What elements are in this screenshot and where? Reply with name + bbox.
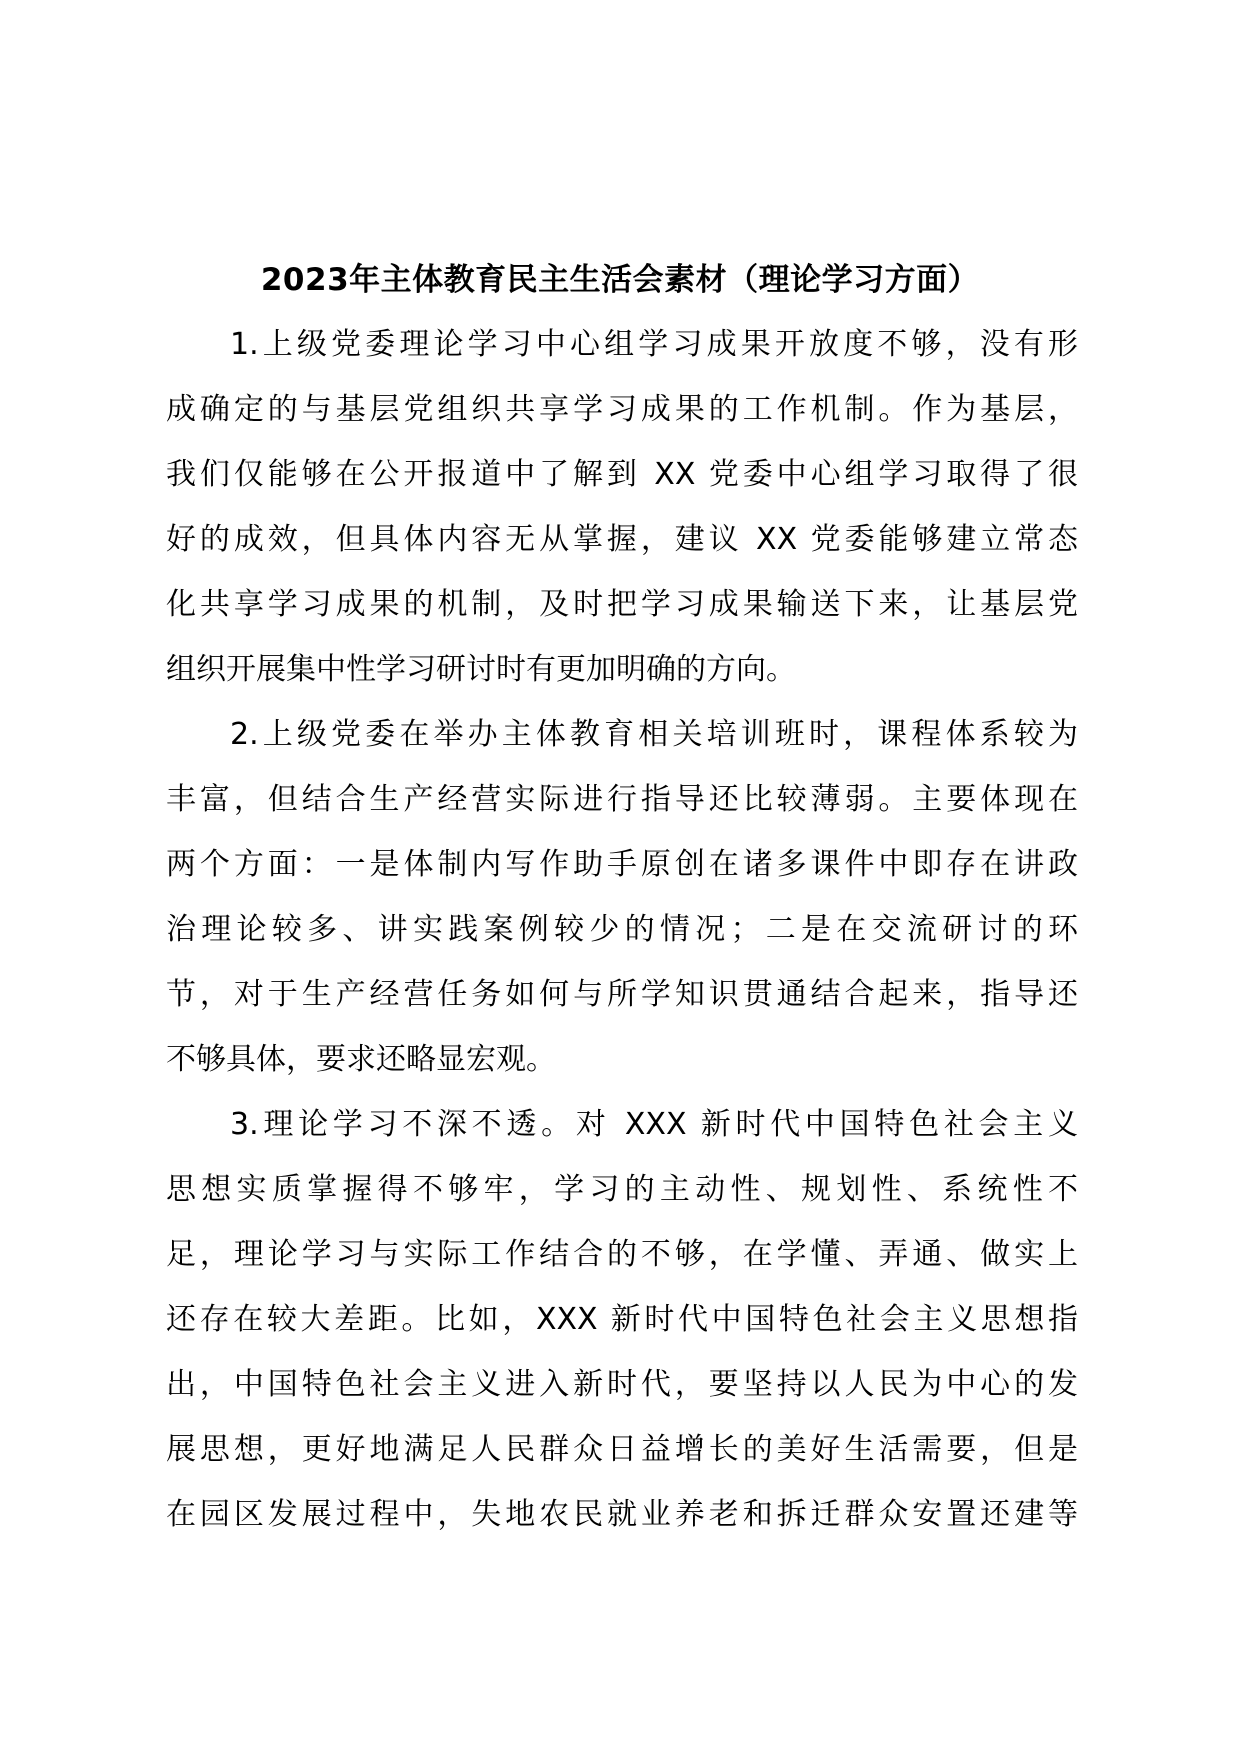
paragraph-line: 思想实质掌握得不够牢，学习的主动性、规划性、系统性不 bbox=[166, 1172, 1078, 1207]
paragraph-3 bbox=[166, 1092, 1078, 1547]
paragraph-line: 好的成效，但具体内容无从掌握，建议 XX 党委能够建立常态 bbox=[166, 522, 1078, 557]
paragraph-line: 不够具体，要求还略显宏观。 bbox=[166, 1042, 556, 1077]
paragraph-line: 2.上级党委在举办主体教育相关培训班时，课程体系较为 bbox=[230, 717, 1078, 752]
paragraph-line: 化共享学习成果的机制，及时把学习成果输送下来，让基层党 bbox=[166, 587, 1078, 622]
paragraph-2 bbox=[166, 702, 1078, 1092]
paragraph-line: 展思想，更好地满足人民群众日益增长的美好生活需要，但是 bbox=[166, 1432, 1078, 1467]
paragraph-line: 丰富，但结合生产经营实际进行指导还比较薄弱。主要体现在 bbox=[166, 782, 1078, 817]
paragraph-1 bbox=[166, 312, 1078, 702]
paragraph-line: 我们仅能够在公开报道中了解到 XX 党委中心组学习取得了很 bbox=[166, 457, 1078, 492]
paragraph-line: 3.理论学习不深不透。对 XXX 新时代中国特色社会主义 bbox=[230, 1107, 1078, 1142]
document-body bbox=[166, 312, 1078, 1547]
paragraph-line: 成确定的与基层党组织共享学习成果的工作机制。作为基层， bbox=[166, 392, 1078, 427]
paragraph-line: 在园区发展过程中，失地农民就业养老和拆迁群众安置还建等 bbox=[166, 1497, 1078, 1532]
paragraph-line: 两个方面：一是体制内写作助手原创在诸多课件中即存在讲政 bbox=[166, 847, 1078, 882]
paragraph-line: 出，中国特色社会主义进入新时代，要坚持以人民为中心的发 bbox=[166, 1367, 1078, 1402]
paragraph-line: 组织开展集中性学习研讨时有更加明确的方向。 bbox=[166, 652, 796, 687]
paragraph-line: 节，对于生产经营任务如何与所学知识贯通结合起来，指导还 bbox=[166, 977, 1078, 1012]
paragraph-line: 还存在较大差距。比如，XXX 新时代中国特色社会主义思想指 bbox=[166, 1302, 1078, 1337]
paragraph-line: 1.上级党委理论学习中心组学习成果开放度不够，没有形 bbox=[230, 327, 1078, 362]
paragraph-line: 足，理论学习与实际工作结合的不够，在学懂、弄通、做实上 bbox=[166, 1237, 1078, 1272]
paragraph-line: 治理论较多、讲实践案例较少的情况；二是在交流研讨的环 bbox=[166, 912, 1078, 947]
document-title: 2023年主体教育民主生活会素材（理论学习方面） bbox=[260, 262, 980, 298]
